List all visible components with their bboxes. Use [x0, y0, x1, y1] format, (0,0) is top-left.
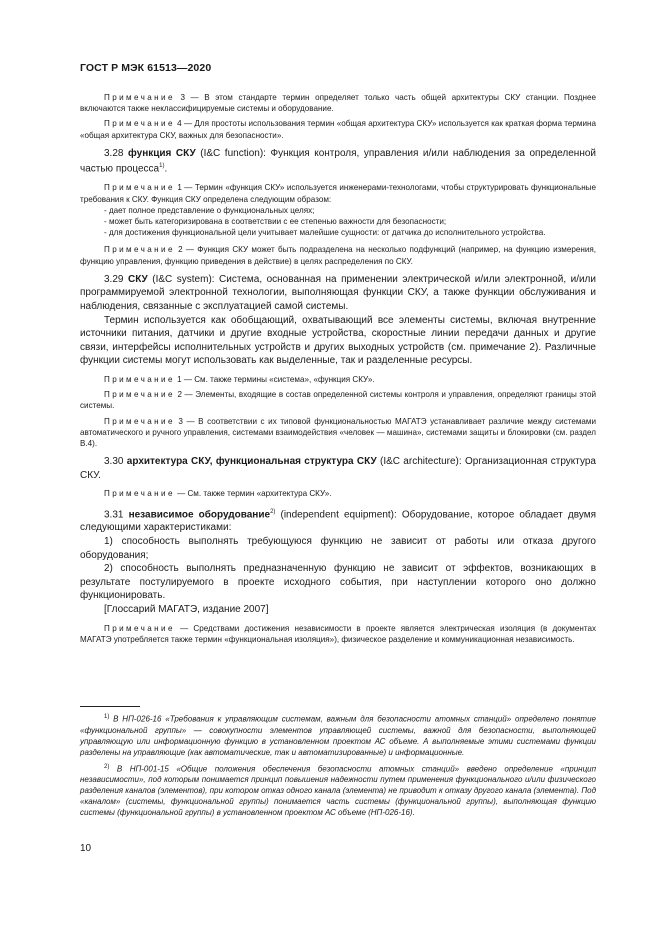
list-item: - для достижения функциональной цели учитывает малейшие сущности: от датчика до исполнительного устройства.	[104, 228, 546, 238]
footnote-1: $^{1)}$ В НП-026-16 «Требования к управляющим системам, важным для безопасности атомных станций» определено понятие «функциональной группы» — совокупности элементов управляющей системы, важной для безопасности, выполняющей управляющую или информационную функцию в установленном проектом АС объеме. А выполняемые этими системами функции разделены на управляющие (как автоматические, так и автоматизированные) и информационные.	[80, 714, 596, 757]
note-3-28-pre-3: Примечание 3 — В этом стандарте термин определяет только часть общей архитектуры СКУ станции. Позднее включаются также неклассифицируемые системы и оборудование.	[80, 93, 596, 114]
note-3-29-1: Примечание 1 — См. также термины «система», «функция СКУ».	[104, 374, 375, 384]
term-name: функция СКУ	[128, 147, 196, 159]
note-3-28-1: Примечание 1 — Термин «функция СКУ» используется инженерами-технологами, чтобы структурировать функциональные требования к СКУ. Функция СКУ определена следующим образом:	[80, 183, 596, 204]
term-3-30: 3.30 архитектура СКУ, функциональная структура СКУ (I&C architecture): Организационная структура СКУ.	[80, 456, 596, 481]
footnote-2: $^{2)}$ В НП-001-15 «Общие положения обеспечения безопасности атомных станций» введено определение «принцип независимости», под которым понимается принцип повышения надежности путем применения функционального и/или физического разделения каналов (элементов), при котором отказ одного канала (элемента) не приводит к отказу другого канала (элемента). Под «каналом» (системы, функциональной группы) понимается часть системы (функциональной группы), выполняющая функцию системы (функциональной группы) в установленном проектом АС объеме (НП-026-16).	[80, 763, 596, 818]
note-3-29-2: Примечание 2 — Элементы, входящие в состав определенной системы контроля и управления, определяют границы этой системы.	[80, 390, 596, 411]
term-3-29-paragraph: Термин используется как обобщающий, охватывающий все элементы системы, включая внутренние источники питания, датчики и другие входные устройства, скоростные линии передачи данных и другие связи, интерфейсы исполнительных устройств и других выходных устройств (см. примечание 2). Различные функции системы могут использовать как выделенные, так и разделенные ресурсы.	[80, 314, 596, 367]
note-label: Примечание	[104, 489, 175, 499]
term-3-31-item-1: 1) способность выполнять требующуюся функцию не зависит от работы или отказа другого оборудования;	[80, 536, 596, 561]
note-3-31: Примечание — Средствами достижения независимости в проекте является электрическая изоляция (в документах МАГАТЭ употребляется также термин «функциональная изоляция»), физическое разделение и коммуникационная независимость.	[80, 623, 596, 644]
term-3-31-source: [Глоссарий МАГАТЭ, издание 2007]	[104, 604, 269, 615]
term-3-31: 3.31 независимое оборудование$^{2)}$ (independent equipment): Оборудование, которое обладает двумя следующими характеристиками:	[80, 508, 597, 534]
note-label: Примечание	[104, 93, 175, 102]
note-label: Примечание	[104, 416, 175, 426]
note-label: Примечание	[104, 245, 175, 255]
note-label: Примечание	[104, 390, 175, 400]
note-label: Примечание	[104, 183, 175, 193]
document-body	[80, 92, 596, 645]
note-label: Примечание	[104, 623, 175, 633]
note-label: Примечание	[104, 119, 175, 129]
note-3-30: Примечание — См. также термин «архитектура СКУ».	[104, 489, 332, 499]
footnotes	[80, 706, 596, 818]
term-name: независимое оборудование	[128, 508, 271, 520]
footnote-ref-1: 1)	[159, 163, 165, 170]
note-3-28-pre-4: Примечание 4 — Для простоты использования термин «общая архитектура СКУ» используется как краткая форма термина «общая архитектура СКУ, важных для безопасности».	[80, 119, 596, 140]
footnote-ref-2: 2)	[270, 508, 276, 515]
note-label: Примечание	[104, 374, 175, 384]
note-3-28-2: Примечание 2 — Функция СКУ может быть подразделена на несколько подфункций (например, на функцию измерения, функцию управления, функцию приведения в действие) в целях распределения по СКУ.	[80, 245, 596, 266]
list-item: - может быть категоризирована в соответствии с ее степенью важности для безопасности;	[104, 216, 447, 226]
term-3-29: 3.29 СКУ (I&C system): Система, основанная на применении электрической и/или электронной, и/или программируемой электронной технологии, выполняющая функции СКУ, а также функции обслуживания и наблюдения, связанные с эксплуатацией самой системы.	[80, 273, 596, 312]
term-name: архитектура СКУ, функциональная структура СКУ	[126, 456, 377, 468]
term-3-31-item-2: 2) способность выполнять предназначенную функцию не зависит от эффектов, возникающих в результате постулируемого в проекте исходного события, при наступлении которого оно должно функционировать.	[80, 563, 596, 602]
page-number: 10	[80, 843, 92, 854]
list-item: - дает полное представление о функциональных целях;	[104, 205, 315, 215]
note-3-29-3: Примечание 3 — В соответствии с их типовой функциональностью МАГАТЭ устанавливает различие между системами автоматического и ручного управления, системами взаимодействия «человек — машина», системами защиты и блокировки (см. раздел В.4).	[80, 416, 596, 448]
footnote-divider	[80, 706, 140, 707]
page-header: ГОСТ Р МЭК 61513—2020	[80, 62, 212, 74]
term-name: СКУ	[127, 273, 148, 285]
term-3-28: 3.28 функция СКУ (I&C function): Функция контроля, управления и/или наблюдения за определенной частью процесса$^{1)}$.	[80, 147, 596, 175]
